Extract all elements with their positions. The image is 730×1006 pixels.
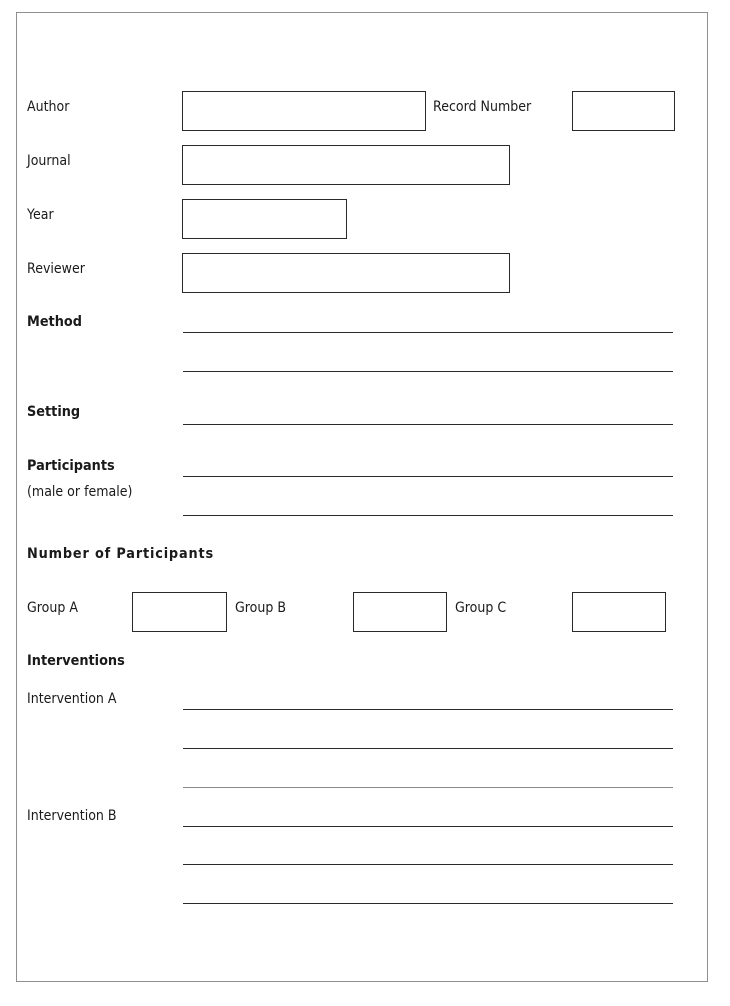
intervention-a-label: Intervention A [27,691,117,707]
participants-sublabel: (male or female) [27,484,133,500]
participants-label: Participants [27,458,115,474]
intervention-a-line-2[interactable] [183,748,673,749]
setting-label: Setting [27,404,81,420]
intervention-a-line-3[interactable] [183,787,673,788]
group-b-label: Group B [235,600,287,616]
group-a-input[interactable] [132,592,227,632]
year-label: Year [27,207,54,223]
intervention-b-line-1[interactable] [183,826,673,827]
intervention-a-line-1[interactable] [183,709,673,710]
group-a-label: Group A [27,600,78,616]
group-b-input[interactable] [353,592,447,632]
journal-input[interactable] [182,145,510,185]
year-input[interactable] [182,199,347,239]
reviewer-input[interactable] [182,253,510,293]
author-label: Author [27,99,70,115]
author-input[interactable] [182,91,426,131]
record-number-label: Record Number [433,99,532,115]
group-c-label: Group C [455,600,507,616]
intervention-b-line-3[interactable] [183,903,673,904]
interventions-heading: Interventions [27,653,125,669]
method-line-2[interactable] [183,371,673,372]
reviewer-label: Reviewer [27,261,85,277]
participants-line-2[interactable] [183,515,673,516]
number-of-participants-heading: Number of Participants [27,546,214,562]
setting-line[interactable] [183,424,673,425]
method-label: Method [27,314,82,330]
intervention-b-label: Intervention B [27,808,117,824]
journal-label: Journal [27,153,71,169]
method-line-1[interactable] [183,332,673,333]
record-number-input[interactable] [572,91,675,131]
group-c-input[interactable] [572,592,666,632]
participants-line-1[interactable] [183,476,673,477]
intervention-b-line-2[interactable] [183,864,673,865]
